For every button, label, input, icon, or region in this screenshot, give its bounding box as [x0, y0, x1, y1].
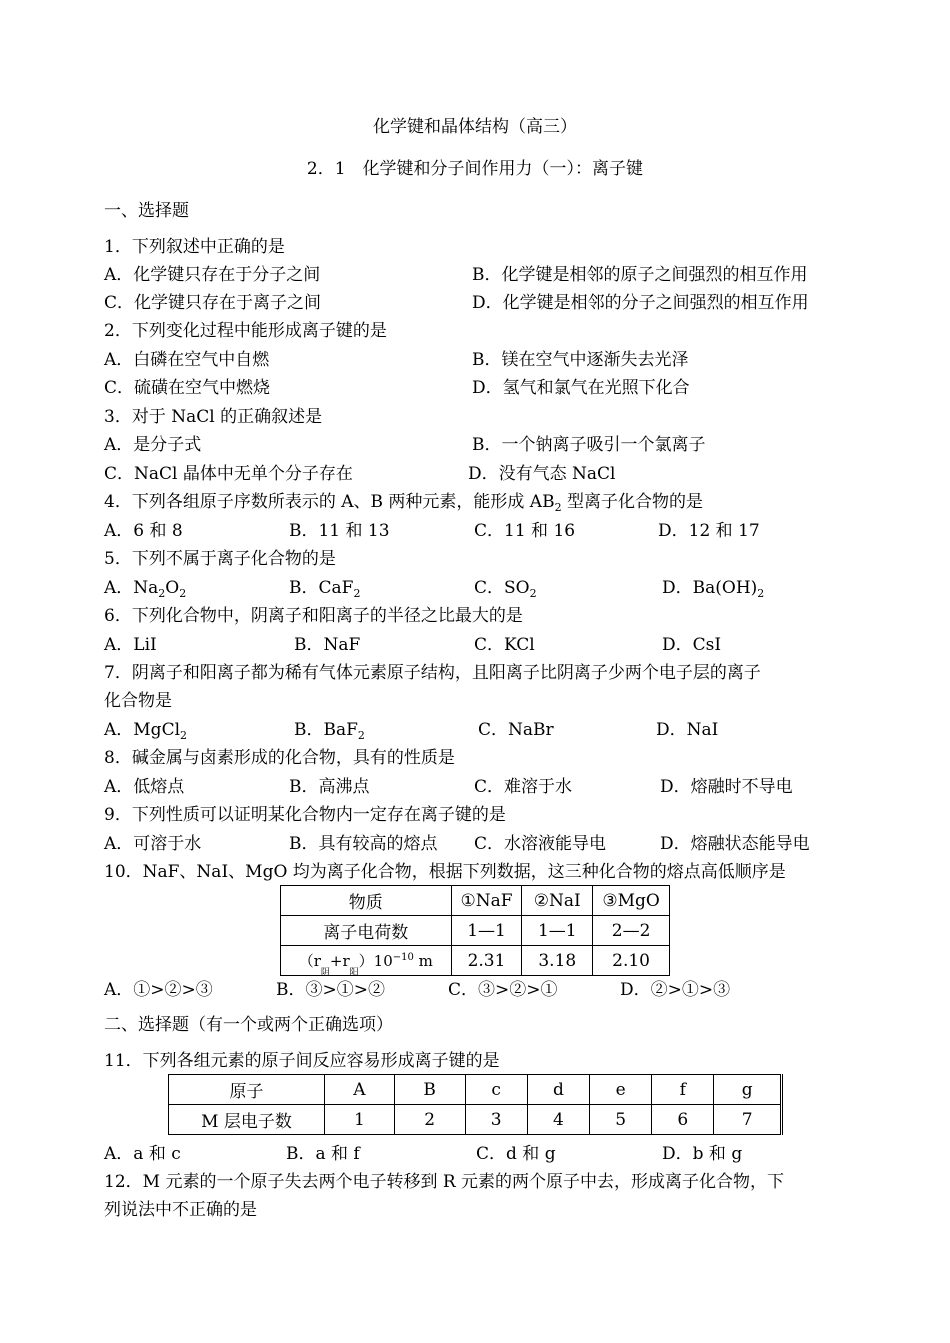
q10-stem: 10．NaF、NaI、MgO 均为离子化合物，根据下列数据，这三种化合物的熔点高低顺序是 — [104, 862, 786, 882]
q7-option-d: D．NaI — [656, 720, 719, 740]
table-cell: 3 — [465, 1105, 527, 1135]
table-cell: 4 — [527, 1105, 589, 1135]
q10-option-c: C．③>②>① — [448, 980, 558, 1000]
q1-option-d: D．化学键是相邻的分子之间强烈的相互作用 — [472, 293, 809, 313]
q11-option-a: A．a 和 c — [104, 1144, 181, 1164]
table-cell: M 层电子数 — [169, 1105, 325, 1135]
table-cell: 7 — [714, 1105, 782, 1135]
q4-stem — [104, 491, 703, 513]
radius-text-a: （r — [298, 952, 321, 970]
q6-option-d: D．CsI — [662, 635, 722, 655]
q2-option-d: D．氢气和氯气在光照下化合 — [472, 378, 690, 398]
section-heading-one: 一、选择题 — [104, 201, 189, 221]
q7-stem-line2: 化合物是 — [104, 691, 172, 711]
table-cell: 2 — [394, 1105, 465, 1135]
document-title: 化学键和晶体结构（高三） — [373, 117, 577, 137]
q4-option-b: B．11 和 13 — [289, 521, 390, 541]
q3-stem: 3．对于 NaCl 的正确叙述是 — [104, 407, 323, 427]
q6-option-c: C．KCl — [474, 635, 535, 655]
table-cell: A — [325, 1075, 395, 1105]
q5-a-text: A．Na — [104, 578, 159, 598]
q5-option-a — [104, 577, 186, 599]
table-cell: 2.31 — [451, 946, 522, 976]
q10-option-d: D．②>①>③ — [620, 980, 731, 1000]
q5-b-sub: 2 — [353, 587, 361, 600]
q2-option-a: A．白磷在空气中自燃 — [104, 350, 270, 370]
q9-option-c: C．水溶液能导电 — [474, 834, 607, 854]
q5-c-sub: 2 — [529, 587, 537, 600]
q5-d-sub: 2 — [757, 587, 765, 600]
q6-option-a: A．LiI — [104, 635, 157, 655]
radius-exponent: −10 — [392, 952, 414, 963]
q1-option-a: A．化学键只存在于分子之间 — [104, 265, 321, 285]
table-cell: ②NaI — [522, 886, 593, 916]
table-cell: 6 — [652, 1105, 714, 1135]
radius-unit: m — [413, 952, 433, 970]
q7-stem-line1: 7．阴离子和阳离子都为稀有气体元素原子结构，且阳离子比阴离子少两个电子层的离子 — [104, 663, 761, 683]
q5-c-text: C．SO — [474, 578, 530, 598]
table-row — [281, 886, 670, 916]
q3-option-d: D．没有气态 NaCl — [468, 464, 616, 484]
table-cell: 离子电荷数 — [281, 916, 452, 946]
table-cell: e — [590, 1075, 652, 1105]
q11-stem: 11．下列各组元素的原子间反应容易形成离子键的是 — [104, 1051, 500, 1071]
radius-text-c: ）10 — [358, 952, 393, 970]
q5-option-b — [289, 577, 360, 599]
table-cell: 1—1 — [451, 916, 522, 946]
table-row — [281, 916, 670, 946]
table-cell: 1—1 — [522, 916, 593, 946]
radius-text-b: +r — [329, 952, 350, 970]
q8-option-a: A．低熔点 — [104, 777, 185, 797]
table-cell: 2.10 — [593, 946, 670, 976]
q7-a-text: A．MgCl — [104, 720, 181, 740]
q11-option-b: B．a 和 f — [286, 1144, 360, 1164]
table-cell: 3.18 — [522, 946, 593, 976]
table-row — [169, 1075, 782, 1105]
q8-stem: 8．碱金属与卤素形成的化合物，具有的性质是 — [104, 748, 455, 768]
q2-stem: 2．下列变化过程中能形成离子键的是 — [104, 321, 387, 341]
q4-stem-text: 4．下列各组原子序数所表示的 A、B 两种元素，能形成 AB — [104, 492, 555, 512]
q7-b-text: B．BaF — [294, 720, 358, 740]
q9-option-a: A．可溶于水 — [104, 834, 202, 854]
table-cell: g — [714, 1075, 782, 1105]
table-cell: 2—2 — [593, 916, 670, 946]
q11-option-c: C．d 和 g — [476, 1144, 556, 1164]
q5-option-c — [474, 577, 537, 599]
q3-option-b: B．一个钠离子吸引一个氯离子 — [472, 435, 706, 455]
q10-option-b: B．③>①>② — [276, 980, 385, 1000]
radius-sub-anion: 阴 — [320, 968, 330, 978]
table-cell: f — [652, 1075, 714, 1105]
section-heading-two: 二、选择题（有一个或两个正确选项） — [104, 1015, 393, 1035]
table-cell: ①NaF — [451, 886, 522, 916]
q5-d-text: D．Ba(OH) — [662, 578, 758, 598]
table-row — [169, 1105, 782, 1135]
q7-option-c: C．NaBr — [478, 720, 554, 740]
q8-option-c: C．难溶于水 — [474, 777, 573, 797]
q1-option-c: C．化学键只存在于离子之间 — [104, 293, 322, 313]
q6-option-b: B．NaF — [294, 635, 361, 655]
q11-option-d: D．b 和 g — [662, 1144, 743, 1164]
q9-option-b: B．具有较高的熔点 — [289, 834, 438, 854]
q7-option-b — [294, 719, 365, 741]
q11-electron-table — [168, 1074, 783, 1135]
q4-stem-tail: 型离子化合物的是 — [561, 492, 703, 512]
table-cell: ③MgO — [593, 886, 670, 916]
q10-data-table — [280, 885, 670, 976]
q4-option-d: D．12 和 17 — [658, 521, 760, 541]
q2-option-c: C．硫磺在空气中燃烧 — [104, 378, 271, 398]
table-cell: B — [394, 1075, 465, 1105]
table-cell: 原子 — [169, 1075, 325, 1105]
q4-option-a: A．6 和 8 — [104, 521, 183, 541]
table-cell: d — [527, 1075, 589, 1105]
q1-stem: 1．下列叙述中正确的是 — [104, 237, 285, 257]
section-subtitle: 2．1 化学键和分子间作用力（一）：离子键 — [306, 159, 644, 179]
table-cell: 1 — [325, 1105, 395, 1135]
q1-option-b: B．化学键是相邻的原子之间强烈的相互作用 — [472, 265, 808, 285]
q9-option-d: D．熔融状态能导电 — [660, 834, 810, 854]
table-cell: 5 — [590, 1105, 652, 1135]
q5-b-text: B．CaF — [289, 578, 354, 598]
q12-stem-line1: 12．M 元素的一个原子失去两个电子转移到 R 元素的两个原子中去，形成离子化合物，下 — [104, 1172, 785, 1192]
q5-a-mid: O — [165, 578, 180, 598]
table-row — [281, 946, 670, 976]
radius-sub-cation: 阳 — [349, 968, 359, 978]
q5-a-sub2: 2 — [179, 587, 187, 600]
q3-option-a: A．是分子式 — [104, 435, 202, 455]
q7-option-a — [104, 719, 187, 741]
q6-stem: 6．下列化合物中，阴离子和阳离子的半径之比最大的是 — [104, 606, 523, 626]
q2-option-b: B．镁在空气中逐渐失去光泽 — [472, 350, 689, 370]
table-cell: c — [465, 1075, 527, 1105]
q8-option-d: D．熔融时不导电 — [660, 777, 793, 797]
q5-stem: 5．下列不属于离子化合物的是 — [104, 549, 336, 569]
q5-option-d — [662, 577, 764, 599]
q7-b-sub: 2 — [357, 729, 365, 742]
q9-stem: 9．下列性质可以证明某化合物内一定存在离子键的是 — [104, 805, 506, 825]
table-cell: 物质 — [281, 886, 452, 916]
q3-option-c: C．NaCl 晶体中无单个分子存在 — [104, 464, 353, 484]
q7-a-sub: 2 — [180, 729, 188, 742]
table-cell-radius-sum — [281, 946, 452, 976]
q8-option-b: B．高沸点 — [289, 777, 370, 797]
q10-option-a: A．①>②>③ — [104, 980, 213, 1000]
q4-stem-subscript: 2 — [554, 501, 562, 514]
q5-a-sub1: 2 — [158, 587, 166, 600]
q12-stem-line2: 列说法中不正确的是 — [104, 1200, 257, 1220]
q4-option-c: C．11 和 16 — [474, 521, 576, 541]
